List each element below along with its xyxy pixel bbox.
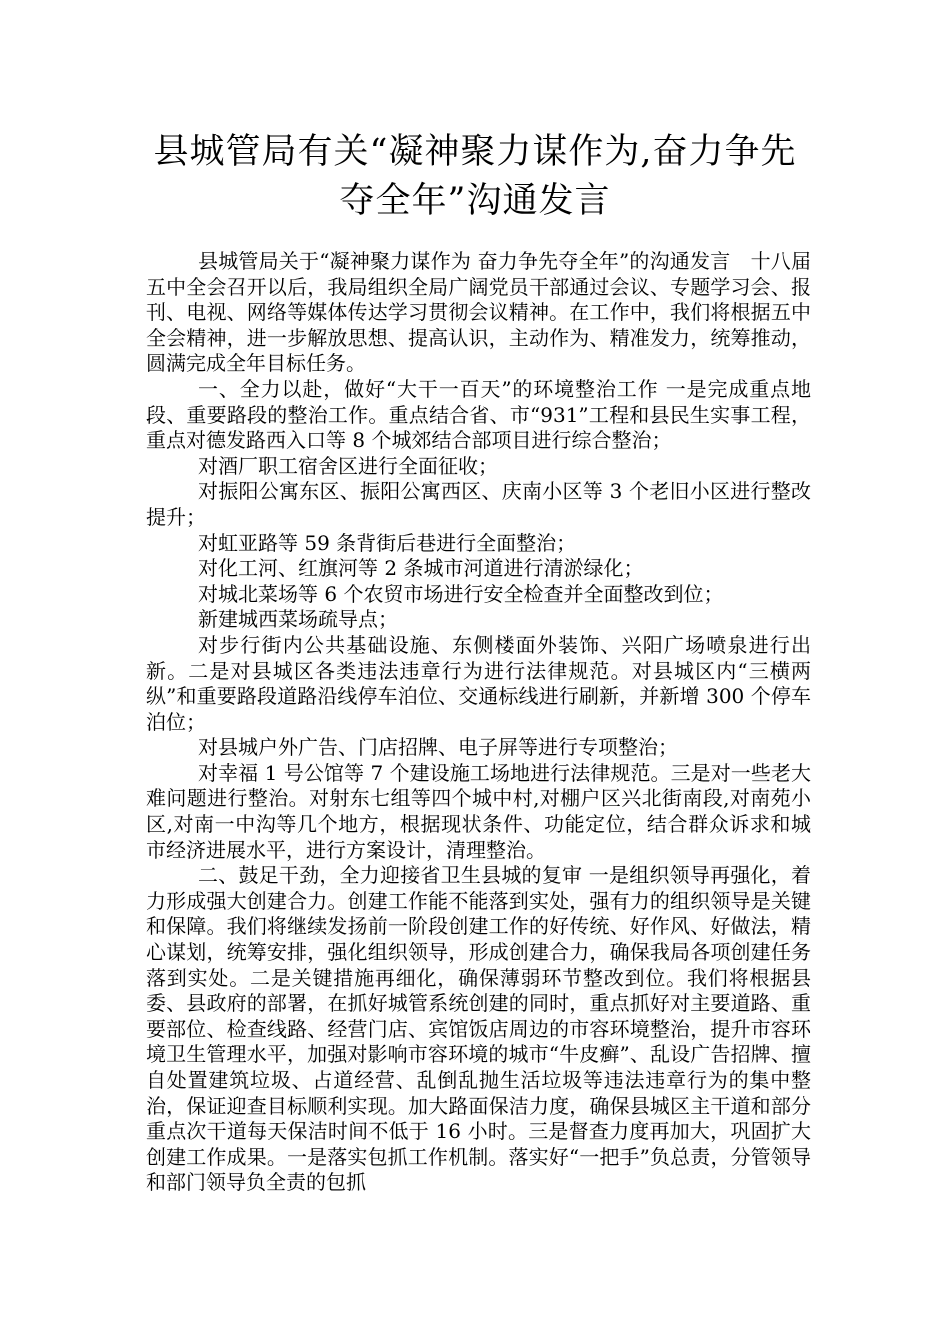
paragraph-item: 对幸福 1 号公馆等 7 个建设施工场地进行法律规范。三是对一些老大难问题进行整治。对射东七组等四个城中村,对棚户区兴北街南段,对南苑小区,对南一中沟等几个地方，根据现状条件、功能定位，结合群众诉求和城市经济进展水平，进行方案设计，清理整治。 <box>146 760 811 862</box>
title-line-2: 夺全年”沟通发言 <box>339 181 611 221</box>
paragraph-item: 对城北菜场等 6 个农贸市场进行安全检查并全面整改到位； <box>198 581 724 606</box>
document-title <box>120 128 830 226</box>
paragraph-item: 对步行街内公共基础设施、东侧楼面外装饰、兴阳广场喷泉进行出新。二是对县城区各类违法违章行为进行法律规范。对县城区内“三横两纵”和重要路段道路沿线停车泊位、交通标线进行刷新，并新增 300 个停车泊位； <box>146 632 811 734</box>
paragraph-item: 对化工河、红旗河等 2 条城市河道进行清淤绿化； <box>198 556 644 581</box>
paragraph-item: 对振阳公寓东区、振阳公寓西区、庆南小区等 3 个老旧小区进行整改提升； <box>146 479 811 529</box>
paragraph-intro: 县城管局关于“凝神聚力谋作为 奋力争先夺全年”的沟通发言 十八届五中全会召开以后，我局组织全局广阔党员干部通过会议、专题学习会、报刊、电视、网络等媒体传达学习贯彻会议精神。在工作中，我们将根据五中全会精神，进一步解放思想、提高认识，主动作为、精准发力，统筹推动，圆满完成全年目标任务。 <box>146 249 811 376</box>
paragraph-section-2: 二、鼓足干劲，全力迎接省卫生县城的复审 一是组织领导再强化，着力形成强大创建合力。创建工作能不能落到实处，强有力的组织领导是关键和保障。我们将继续发扬前一阶段创建工作的好传统、好作风、好做法，精心谋划，统筹安排，强化组织领导，形成创建合力，确保我局各项创建任务落到实处。二是关键措施再细化，确保薄弱环节整改到位。我们将根据县委、县政府的部署，在抓好城管系统创建的同时，重点抓好对主要道路、重要部位、检查线路、经营门店、宾馆饭店周边的市容环境整治，提升市容环境卫生管理水平，加强对影响市容环境的城市“牛皮癣”、乱设广告招牌、擅自处置建筑垃圾、占道经营、乱倒乱抛生活垃圾等违法违章行为的集中整治，保证迎查目标顺利实现。加大路面保洁力度，确保县城区主干道和部分重点次干道每天保洁时间不低于 16 小时。三是督查力度再加大，巩固扩大创建工作成果。一是落实包抓工作机制。落实好“一把手”负总责，分管领导和部门领导负全责的包抓 <box>146 863 811 1195</box>
paragraph-item: 新建城西菜场疏导点； <box>198 607 398 632</box>
paragraph-item: 对酒厂职工宿舍区进行全面征收； <box>198 453 498 478</box>
title-line-1: 县城管局有关“凝神聚力谋作为,奋力争先 <box>153 132 797 172</box>
paragraph-item: 对县城户外广告、门店招牌、电子屏等进行专项整治； <box>198 735 678 760</box>
document-body <box>146 249 811 1196</box>
paragraph-item: 对虹亚路等 59 条背街后巷进行全面整治； <box>198 530 577 555</box>
paragraph-section-1: 一、全力以赴，做好“大干一百天”的环境整治工作 一是完成重点地段、重要路段的整治工作。重点结合省、市“931”工程和县民生实事工程，重点对德发路西入口等 8 个城郊结合部项目进行综合整治； <box>146 376 811 453</box>
